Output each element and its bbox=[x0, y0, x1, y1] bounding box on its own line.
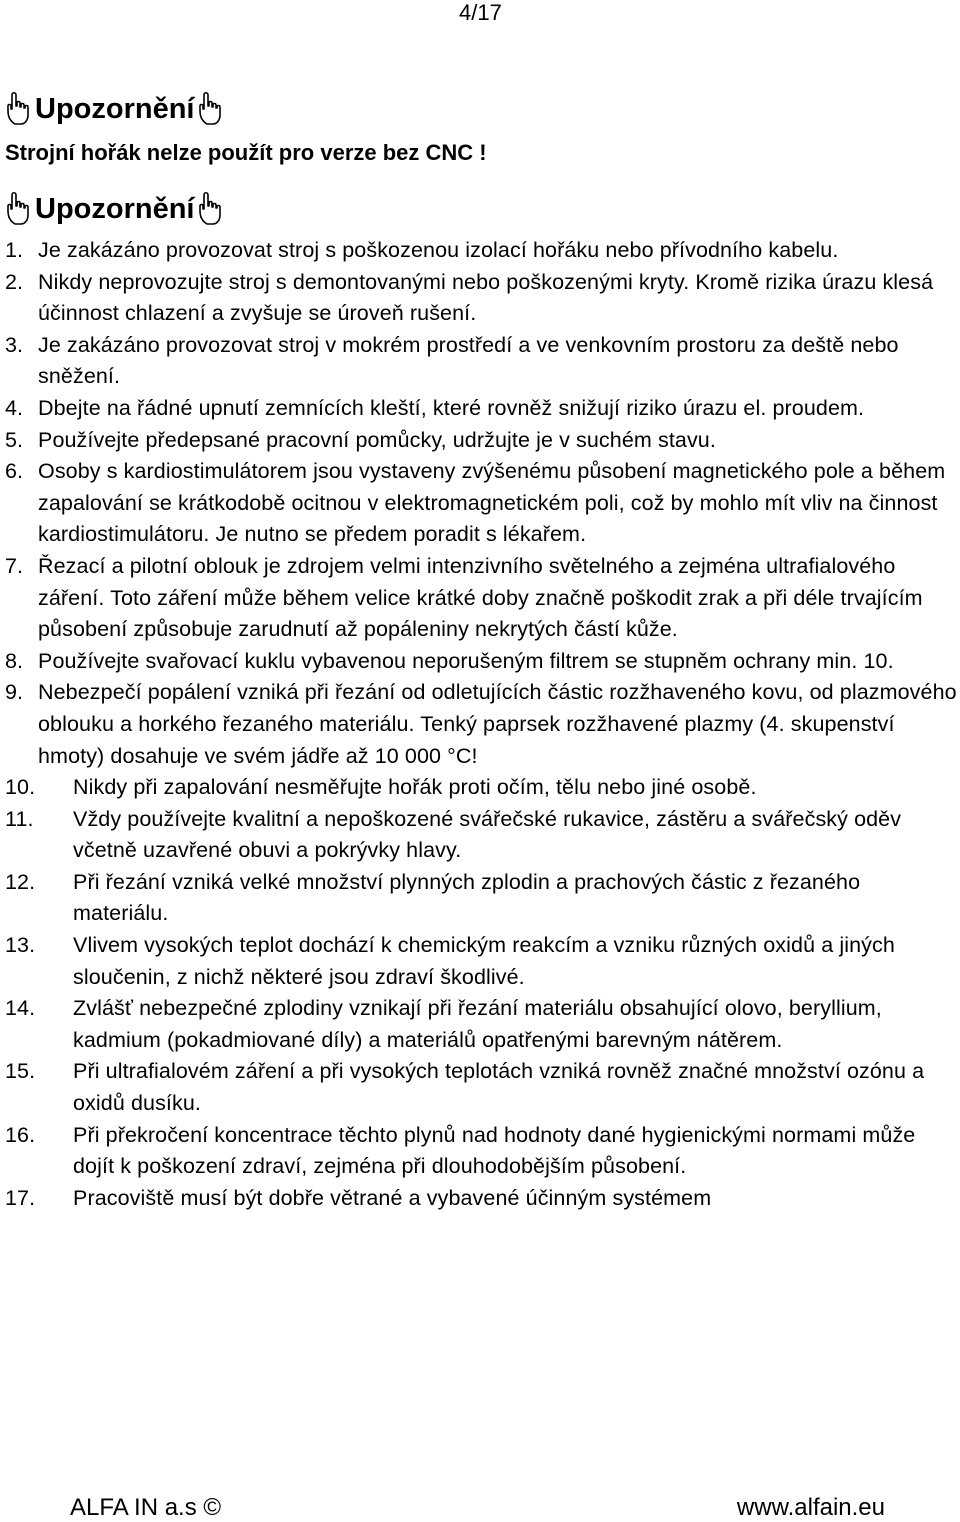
item-number: 10. bbox=[5, 775, 36, 800]
list-item bbox=[5, 330, 957, 393]
page-footer bbox=[70, 1494, 885, 1522]
item-number: 11. bbox=[5, 806, 34, 831]
item-number: 4. bbox=[5, 395, 24, 420]
list-item bbox=[5, 425, 957, 457]
item-text: Je zakázáno provozovat stroj v mokrém prostředí a ve venkovním prostoru za deště nebo sněžení. bbox=[38, 332, 899, 389]
item-number: 3. bbox=[5, 332, 24, 357]
item-text: Je zakázáno provozovat stroj s poškozenou izolací hořáku nebo přívodního kabelu. bbox=[38, 238, 839, 262]
item-text: Nebezpečí popálení vzniká při řezání od odletujících částic rozžhaveného kovu, od plazmového oblouku a horkého řezaného materiálu. Tenký paprsek rozžhavené plazmy (4. skupenství hmoty) dosahuje ve svém jádře až 10 000 °C! bbox=[38, 680, 957, 768]
item-text: Vždy používejte kvalitní a nepoškozené svářečské rukavice, zástěru a svářečský oděv včetně uzavřené obuvi a pokrývky hlavy. bbox=[73, 806, 902, 863]
item-number: 13. bbox=[5, 933, 36, 958]
list-item bbox=[5, 235, 957, 267]
item-number: 6. bbox=[5, 459, 24, 484]
list-item bbox=[5, 993, 957, 1056]
item-text: Nikdy při zapalování nesměřujte hořák proti očím, tělu nebo jiné osobě. bbox=[73, 775, 757, 800]
item-number: 17. bbox=[5, 1185, 36, 1210]
cnc-notice: Strojní hořák nelze použít pro verze bez CNC ! bbox=[5, 140, 487, 165]
item-text: Osoby s kardiostimulátorem jsou vystaveny zvýšenému působení magnetického pole a během zapalování se krátkodobě ocitnou v elektromagnetickém poli, což by mohlo mít vliv na činnost kardiostimulátoru. Je nutno se předem poradit s lékařem. bbox=[38, 459, 946, 547]
list-item bbox=[5, 646, 957, 678]
item-text: Při překročení koncentrace těchto plynů nad hodnoty dané hygienickými normami může dojít k poškození zdraví, zejména při dlouhodobějším působení. bbox=[73, 1122, 916, 1179]
warning-heading bbox=[4, 90, 226, 128]
warning-title: Upozornění bbox=[35, 193, 195, 225]
pointing-hand-icon bbox=[4, 190, 34, 228]
warning-title: Upozornění bbox=[35, 93, 195, 125]
item-number: 7. bbox=[5, 553, 24, 578]
item-text: Pracoviště musí být dobře větrané a vybavené účinným systémem bbox=[73, 1185, 712, 1210]
list-item bbox=[5, 867, 957, 930]
list-item bbox=[5, 772, 957, 804]
item-text: Dbejte na řádné upnutí zemnících kleští, které rovněž snižují riziko úrazu el. proudem. bbox=[38, 395, 865, 420]
list-item bbox=[5, 267, 957, 330]
item-number: 2. bbox=[5, 269, 24, 294]
list-item bbox=[5, 1056, 957, 1119]
item-text: Při ultrafialovém záření a při vysokých teplotách vzniká rovněž značné množství ozónu a oxidů dusíku. bbox=[73, 1059, 925, 1116]
pointing-hand-icon bbox=[4, 90, 34, 128]
item-text: Řezací a pilotní oblouk je zdrojem velmi intenzivního světelného a zejména ultrafialového záření. Toto záření může během velice krátké doby značně poškodit zrak a při déle trvajícím působení způsobuje zarudnutí až popáleniny nekrytých částí kůže. bbox=[38, 553, 923, 642]
pointing-hand-icon bbox=[196, 190, 226, 228]
page-number: 4/17 bbox=[459, 0, 502, 25]
pointing-hand-icon bbox=[196, 90, 226, 128]
item-number: 1. bbox=[5, 238, 24, 262]
list-item bbox=[5, 1183, 957, 1215]
warning-heading bbox=[4, 190, 226, 228]
item-number: 5. bbox=[5, 427, 24, 452]
item-number: 12. bbox=[5, 869, 36, 894]
item-number: 15. bbox=[5, 1059, 36, 1084]
item-number: 16. bbox=[5, 1122, 36, 1147]
item-number: 8. bbox=[5, 648, 24, 673]
item-text: Nikdy neprovozujte stroj s demontovanými nebo poškozenými kryty. Kromě rizika úrazu klesá účinnost chlazení a zvyšuje se úroveň rušení. bbox=[38, 269, 934, 326]
item-number: 9. bbox=[5, 680, 24, 705]
list-item bbox=[5, 393, 957, 425]
list-item bbox=[5, 456, 957, 551]
item-number: 14. bbox=[5, 996, 36, 1021]
item-text: Při řezání vzniká velké množství plynných zplodin a prachových částic z řezaného materiálu. bbox=[73, 869, 861, 926]
list-item bbox=[5, 1120, 957, 1183]
list-item bbox=[5, 677, 957, 772]
list-item bbox=[5, 930, 957, 993]
item-text: Zvlášť nebezpečné zplodiny vznikají při řezání materiálu obsahující olovo, beryllium, kadmium (pokadmiované díly) a materiálů opatřenými barevným nátěrem. bbox=[73, 996, 882, 1052]
item-text: Používejte svařovací kuklu vybavenou neporušeným filtrem se stupněm ochrany min. 10. bbox=[38, 648, 894, 673]
safety-list bbox=[5, 235, 957, 1214]
list-item bbox=[5, 551, 957, 646]
item-text: Vlivem vysokých teplot dochází k chemickým reakcím a vzniku různých oxidů a jiných sloučenin, z nichž některé jsou zdraví škodlivé. bbox=[73, 933, 895, 989]
item-text: Používejte předepsané pracovní pomůcky, udržujte je v suchém stavu. bbox=[38, 427, 716, 452]
footer-website: www.alfain.eu bbox=[736, 1494, 885, 1521]
list-item bbox=[5, 804, 957, 867]
footer-company: ALFA IN a.s © bbox=[70, 1494, 222, 1521]
